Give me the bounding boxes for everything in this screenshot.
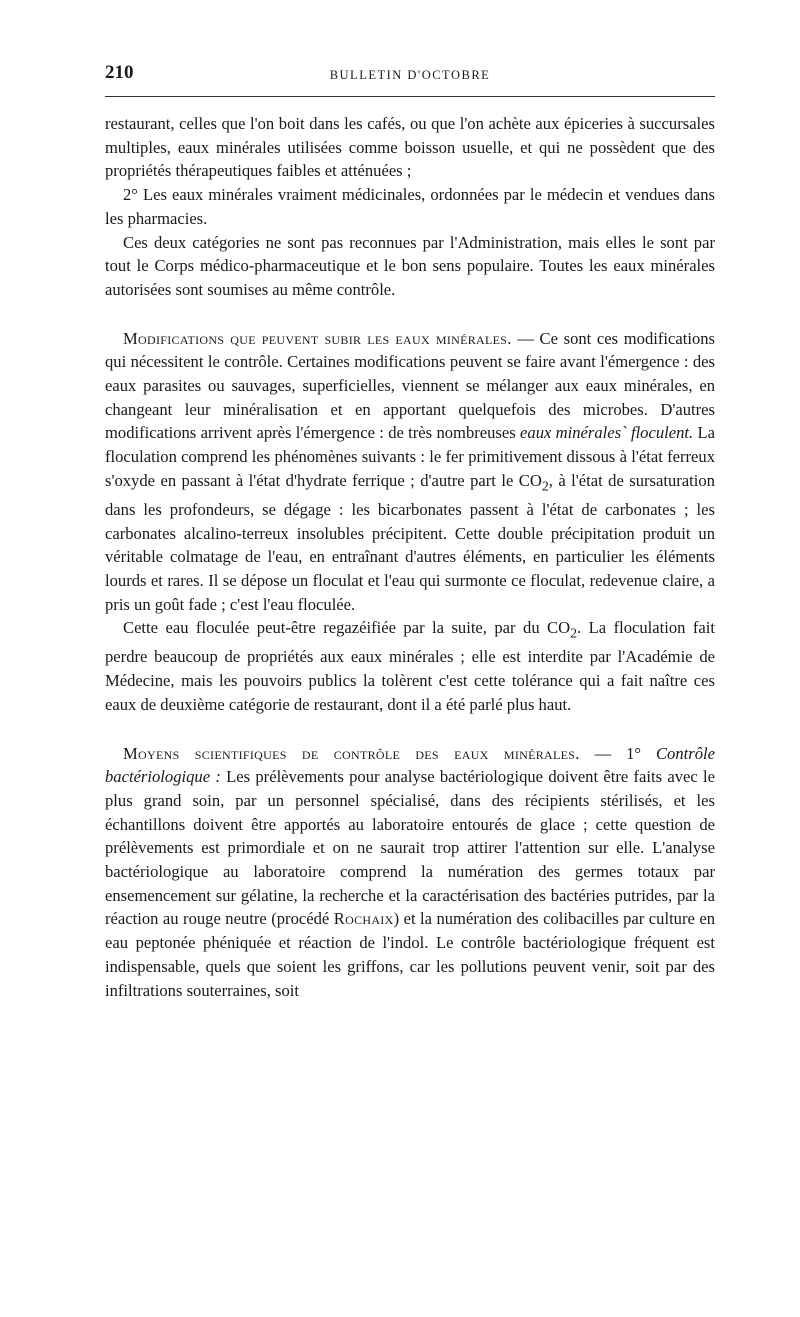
document-page <box>105 58 716 1000</box>
author-name: Rochaix <box>333 909 394 929</box>
italic-subheading: Contrôle bactériologique : <box>105 743 715 787</box>
page-header <box>105 58 715 92</box>
paragraph-floculation: Cette eau floculée peut-être regazéifiée par la suite, par du $CO_2$. La floculation fait perdre beaucoup de propriétés aux eaux minérales ; elle est interdite par l'Académie de Médecine, mais les pouvoirs publics la tolèrent c'est cette tolérance qui a fait naître ces eaux de deuxième catégorie de restaurant, dont il a été parlé plus haut. <box>105 618 716 714</box>
section-heading-moyens: Moyens scientifiques de contrôle des eaux minérales. <box>123 743 580 763</box>
running-title: BULLETIN D'OCTOBRE <box>329 68 491 82</box>
header-rule <box>105 96 715 97</box>
paragraph-controle: Moyens scientifiques de contrôle des eaux minérales. — 1° Contrôle bactériologique : Les prélèvements pour analyse bactériologique doivent être faits avec le plus grand soin, par un personnel spécialisé, dans des récipients stérilisés, et les échantillons doivent être apportés au laboratoire entourés de glace ; cette question de prélèvements est primordiale et on ne saurait trop attirer l'attention sur elle. L'analyse bactériologique au laboratoire comprend la numération des germes totaux par ensemencement sur gélatine, la recherche et la caractérisation des bactéries putrides, par la réaction au rouge neutre (procédé Rochaix) et la numération des colibacilles par culture en eau peptonée phéniquée et réaction de l'indol. Le contrôle bactériologique fréquent est indispensable, quels que soient les griffons, car les pollutions peuvent venir, soit par des infiltrations souterraines, soit <box>105 743 715 1000</box>
section-gap <box>105 717 715 742</box>
section-heading-modifications: Modifications que peuvent subir les eaux minérales. <box>123 328 512 348</box>
paragraph-2: 2° Les eaux minérales vraiment médicinales, ordonnées par le médecin et vendues dans les pharmacies. <box>105 185 715 228</box>
body-text <box>105 112 715 1002</box>
paragraph-1: restaurant, celles que l'on boit dans les cafés, ou que l'on achète aux épiceries à succursales multiples, eaux minérales utilisées comme boisson usuelle, et qui ne possèdent que des propriétés thérapeutiques faibles et atténuées ; <box>105 114 715 181</box>
paragraph-modifications: Modifications que peuvent subir les eaux minérales. — Ce sont ces modifications qui nécessitent le contrôle. Certaines modifications peuvent se faire avant l'émergence : des eaux parasites ou sauvages, superficielles, viennent se mélanger aux eaux minérales, en changeant leur minéralisation et en apportant quelquefois des microbes. D'autres modifications arrivent après l'émergence : de très nombreuses eaux minérales` floculent. La floculation comprend les phénomènes suivants : le fer primitivement dissous à l'état ferreux s'oxyde en passant à l'état d'hydrate ferrique ; d'autre part le $CO_2$, à l'état de sursaturation dans les profondeurs, se dégage : les bicarbonates passent à l'état de carbonates ; les carbonates alcalino-terreux insolubles précipitent. Cette double précipitation produit un véritable colmatage de l'eau, en entraînant d'autres éléments, en particulier les éléments lourds et rares. Il se dépose un floculat et l'eau qui surmonte ce floculat, redevenue claire, a pris un goût fade ; c'est l'eau floculée. <box>105 328 715 614</box>
italic-term: eaux minérales` floculent. <box>520 423 694 443</box>
page-number: 210 <box>105 62 134 83</box>
paragraph-3: Ces deux catégories ne sont pas reconnues par l'Administration, mais elles le sont par tout le Corps médico-pharmaceutique et le bon sens populaire. Toutes les eaux minérales autorisées sont soumises au même contrôle. <box>105 232 715 299</box>
section-gap <box>105 302 715 327</box>
